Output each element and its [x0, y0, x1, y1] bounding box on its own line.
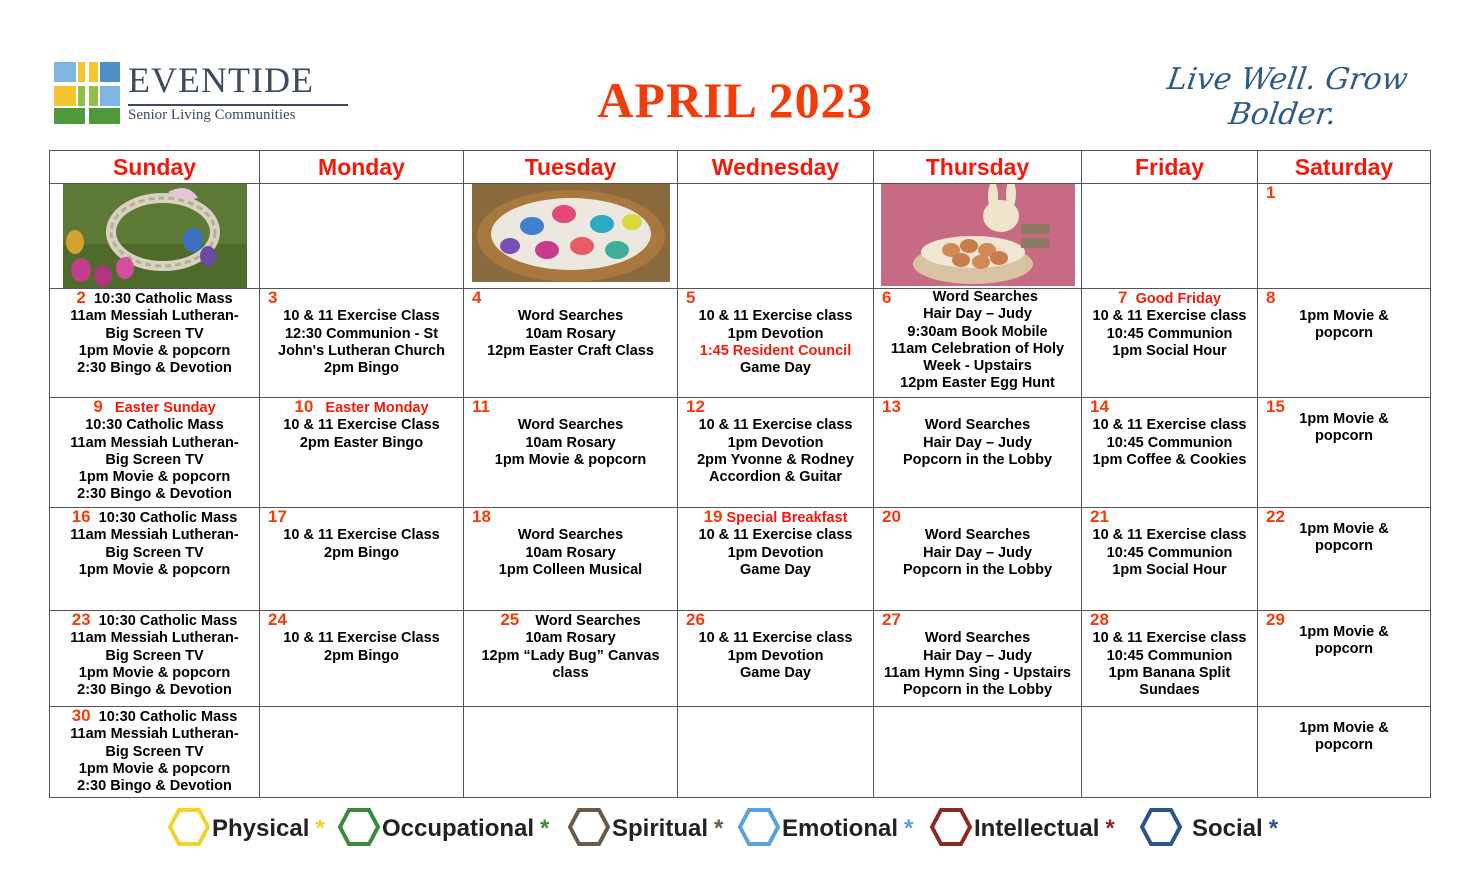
legend-label: Emotional — [782, 815, 899, 842]
day-number: 23 — [71, 610, 91, 629]
wellness-legend — [168, 806, 1308, 850]
event-line: 2:30 Bingo & Devotion — [77, 360, 232, 377]
event-line: Hair Day – Judy — [923, 434, 1032, 451]
event-line: 10am Rosary — [525, 630, 616, 647]
event-line: 1pm Colleen Musical — [498, 561, 643, 578]
event-line: 2:30 Bingo & Devotion — [77, 486, 232, 503]
day-number: 7 — [1118, 288, 1128, 307]
day-cell — [678, 289, 874, 398]
day-number: 15 — [1266, 397, 1285, 416]
hexagon-icon — [1140, 808, 1182, 846]
day-cell — [50, 707, 260, 798]
event-line: 2pm Bingo — [324, 647, 399, 664]
day-header-wednesday: Wednesday — [678, 151, 874, 184]
event-line: 1pm Banana Split — [1108, 664, 1231, 681]
day-number: 27 — [882, 610, 901, 629]
day-cell — [260, 398, 464, 508]
event-line-highlight: 1:45 Resident Council — [699, 342, 852, 359]
event-line: 1pm Devotion — [727, 325, 824, 342]
event-line: class — [552, 664, 589, 681]
hexagon-icon — [568, 808, 610, 846]
legend-label: Physical — [212, 815, 310, 842]
day-cell — [464, 611, 678, 707]
event-line: Hair Day – Judy — [923, 647, 1032, 664]
event-line: popcorn — [1315, 325, 1373, 342]
day-number: 22 — [1266, 507, 1285, 526]
event-line: 10:30 Catholic Mass — [98, 510, 238, 526]
event-line: Game Day — [740, 561, 811, 578]
page-title: APRIL 2023 — [597, 72, 873, 128]
day-cell — [50, 398, 260, 508]
event-line: Accordion & Guitar — [709, 469, 842, 486]
empty-day-cell — [678, 707, 874, 798]
day-cell — [1258, 183, 1431, 342]
event-line: Sundaes — [1139, 682, 1200, 699]
event-line: Big Screen TV — [105, 325, 204, 342]
day-cell — [260, 289, 464, 398]
holiday-label: Good Friday — [1135, 291, 1221, 307]
event-line: 10:30 Catholic Mass — [93, 291, 233, 307]
logo-mark-icon — [52, 60, 122, 126]
event-line: 1pm Movie & — [1299, 411, 1389, 427]
easter-wreath-eggs-image — [63, 184, 247, 288]
event-line: 10:45 Communion — [1106, 434, 1233, 451]
legend-label: Occupational — [382, 815, 535, 842]
legend-label: Social — [1192, 815, 1263, 842]
event-line: 10 & 11 Exercise class — [698, 417, 853, 434]
day-header-tuesday: Tuesday — [464, 151, 678, 184]
day-cell — [464, 398, 678, 508]
event-line: 9:30am Book Mobile — [907, 323, 1048, 340]
week-row — [50, 611, 1431, 707]
day-number: 21 — [1090, 507, 1109, 526]
special-event-label: Special Breakfast — [726, 510, 848, 526]
event-line: 11am Messiah Lutheran- — [70, 434, 239, 451]
event-line: Big Screen TV — [105, 743, 204, 760]
day-cell — [1082, 508, 1258, 611]
day-header-monday: Monday — [260, 151, 464, 184]
event-line: Word Searches — [932, 289, 1038, 305]
event-line: Popcorn in the Lobby — [902, 682, 1053, 699]
day-number: 11 — [472, 397, 490, 416]
event-line: Word Searches — [517, 308, 624, 325]
day-number: 29 — [1266, 610, 1285, 629]
event-line: popcorn — [1315, 737, 1373, 754]
day-cell — [874, 611, 1082, 707]
hexagon-icon — [930, 808, 972, 846]
event-line: 1pm Movie & — [1299, 720, 1389, 736]
event-line: 11am Hymn Sing - Upstairs — [884, 664, 1071, 681]
empty-day-cell — [874, 707, 1082, 798]
empty-day-cell — [1082, 184, 1258, 289]
day-number: 19 — [703, 507, 723, 526]
empty-day-cell — [464, 184, 678, 289]
day-number: 18 — [472, 507, 491, 526]
event-line: 10am Rosary — [525, 325, 616, 342]
event-line: 2pm Yvonne & Rodney — [697, 451, 854, 468]
day-header-friday: Friday — [1082, 151, 1258, 184]
day-cell — [678, 398, 874, 508]
day-cell — [1082, 398, 1258, 508]
easter-egg-basket-image — [472, 184, 670, 282]
day-number: 12 — [686, 397, 705, 416]
event-line: 1pm Devotion — [727, 647, 824, 664]
event-line: 10am Rosary — [525, 434, 616, 451]
empty-day-cell — [874, 184, 1082, 289]
event-line: 1pm Movie & popcorn — [78, 342, 231, 359]
event-line: popcorn — [1315, 538, 1373, 555]
legend-asterisk: * — [714, 815, 724, 842]
day-number: 9 — [93, 397, 103, 416]
event-line: Big Screen TV — [105, 544, 204, 561]
event-line: Word Searches — [924, 417, 1031, 434]
event-line: 2pm Bingo — [324, 544, 399, 561]
event-line: Word Searches — [535, 613, 641, 629]
event-line: 1pm Movie & — [1299, 308, 1389, 324]
event-line: 1pm Movie & popcorn — [494, 451, 647, 468]
calendar-grid — [49, 150, 1431, 798]
event-line: 1pm Movie & popcorn — [78, 469, 231, 486]
day-cell — [260, 508, 464, 611]
hexagon-icon — [338, 808, 380, 846]
event-line: John's Lutheran Church — [278, 342, 445, 359]
day-number: 8 — [1266, 288, 1276, 307]
event-line: Hair Day – Judy — [923, 306, 1032, 323]
week-row — [50, 508, 1431, 611]
week-row — [50, 707, 1431, 798]
legend-asterisk: * — [1105, 815, 1115, 842]
day-number: 13 — [882, 397, 901, 416]
event-line: 10 & 11 Exercise Class — [283, 630, 440, 647]
event-line: popcorn — [1315, 428, 1373, 445]
event-line: 2:30 Bingo & Devotion — [77, 778, 232, 795]
holiday-label: Easter Monday — [325, 400, 429, 416]
event-line: 10 & 11 Exercise Class — [283, 417, 440, 434]
day-number: 20 — [882, 507, 901, 526]
day-cell — [1082, 611, 1258, 707]
event-line: 10:45 Communion — [1106, 544, 1233, 561]
day-number: 1 — [1266, 183, 1276, 202]
day-cell — [1258, 610, 1431, 754]
event-line: Hair Day – Judy — [923, 544, 1032, 561]
event-line: 2pm Bingo — [324, 360, 399, 377]
day-cell — [874, 508, 1082, 611]
day-number: 10 — [294, 397, 314, 416]
event-line: 1pm Movie & popcorn — [78, 760, 231, 777]
day-number: 4 — [472, 288, 482, 307]
day-number: 3 — [268, 288, 278, 307]
event-line: 2:30 Bingo & Devotion — [77, 682, 232, 699]
event-line: 1pm Devotion — [727, 434, 824, 451]
logo-name: EVENTIDE — [128, 60, 314, 100]
day-number: 2 — [76, 288, 86, 307]
weekday-header-row — [50, 151, 1431, 184]
empty-day-cell — [260, 707, 464, 798]
week-row — [50, 289, 1431, 398]
day-cell — [464, 289, 678, 398]
day-cell — [874, 289, 1082, 398]
day-cell — [1082, 289, 1258, 398]
empty-day-cell — [464, 707, 678, 798]
legend-asterisk: * — [540, 815, 550, 842]
event-line: 10:45 Communion — [1106, 647, 1233, 664]
logo-divider — [128, 104, 348, 106]
event-line: 1pm Movie & popcorn — [78, 561, 231, 578]
event-line: 1pm Movie & — [1299, 624, 1389, 640]
event-line: 11am Messiah Lutheran- — [70, 527, 239, 544]
event-line: 10 & 11 Exercise class — [698, 630, 853, 647]
event-line: Game Day — [740, 664, 811, 681]
event-line: Game Day — [740, 360, 811, 377]
week-row — [50, 184, 1431, 289]
day-header-sunday: Sunday — [50, 151, 260, 184]
event-line: 1pm Movie & — [1299, 521, 1389, 537]
hexagon-icon — [168, 808, 210, 846]
event-line: 11am Messiah Lutheran- — [70, 308, 239, 325]
event-line: Word Searches — [517, 417, 624, 434]
event-line: Big Screen TV — [105, 451, 204, 468]
legend-asterisk: * — [315, 815, 325, 842]
event-line: 10 & 11 Exercise Class — [283, 308, 440, 325]
day-cell — [678, 508, 874, 611]
event-line: 10:30 Catholic Mass — [85, 417, 224, 434]
event-line: Popcorn in the Lobby — [902, 451, 1053, 468]
day-cell — [50, 289, 260, 398]
tagline: Live Well. Grow Bolder. — [1164, 62, 1411, 132]
event-line: popcorn — [1315, 641, 1373, 658]
event-line: Big Screen TV — [105, 647, 204, 664]
legend-asterisk: * — [904, 815, 914, 842]
event-line: 10 & 11 Exercise class — [1092, 308, 1247, 325]
day-number: 26 — [686, 610, 705, 629]
event-line: Word Searches — [924, 630, 1031, 647]
event-line: Popcorn in the Lobby — [902, 561, 1053, 578]
legend-label: Intellectual — [974, 815, 1100, 842]
day-number: 6 — [882, 288, 892, 307]
day-number: 5 — [686, 288, 696, 307]
event-line: 12pm Easter Craft Class — [487, 342, 654, 359]
legend-asterisk: * — [1268, 815, 1279, 842]
event-line: 1pm Movie & popcorn — [78, 664, 231, 681]
event-line: 10 & 11 Exercise class — [1092, 417, 1247, 434]
event-line: 10am Rosary — [525, 544, 616, 561]
eventide-logo — [52, 58, 352, 128]
logo-subtitle: Senior Living Communities — [128, 107, 296, 123]
day-header-thursday: Thursday — [874, 151, 1082, 184]
event-line: 11am Messiah Lutheran- — [70, 726, 239, 743]
event-line: Word Searches — [924, 527, 1031, 544]
event-line: Word Searches — [517, 527, 624, 544]
day-number: 24 — [268, 610, 287, 629]
day-cell — [678, 611, 874, 707]
event-line: 12pm Easter Egg Hunt — [900, 375, 1055, 392]
event-line: 11am Messiah Lutheran- — [70, 630, 239, 647]
event-line: 1pm Devotion — [727, 544, 824, 561]
day-cell — [50, 611, 260, 707]
event-line: 1pm Social Hour — [1112, 561, 1227, 578]
legend-label: Spiritual — [612, 815, 709, 842]
event-line: 10 & 11 Exercise Class — [283, 527, 440, 544]
day-cell — [50, 508, 260, 611]
event-line: 1pm Social Hour — [1112, 342, 1227, 359]
empty-day-cell — [50, 184, 260, 289]
event-line: 1pm Coffee & Cookies — [1092, 451, 1247, 468]
hexagon-icon — [738, 808, 780, 846]
event-line: 10 & 11 Exercise class — [1092, 630, 1247, 647]
event-line: 12:30 Communion - St — [284, 325, 439, 342]
day-number: 25 — [500, 610, 520, 629]
day-number: 17 — [268, 507, 287, 526]
empty-day-cell — [260, 184, 464, 289]
day-number: 28 — [1090, 610, 1109, 629]
holiday-label: Easter Sunday — [114, 400, 216, 416]
day-header-saturday: Saturday — [1258, 151, 1431, 184]
event-line: 2pm Easter Bingo — [299, 434, 424, 451]
day-cell — [874, 398, 1082, 508]
day-number: 30 — [71, 706, 91, 725]
week-row — [50, 398, 1431, 508]
event-line: 12pm “Lady Bug” Canvas — [481, 647, 660, 664]
day-cell — [260, 611, 464, 707]
event-line: 10 & 11 Exercise class — [1092, 527, 1247, 544]
day-cell — [464, 508, 678, 611]
day-number: 14 — [1090, 397, 1109, 416]
bunny-egg-basket-image — [881, 184, 1075, 286]
empty-day-cell — [1082, 707, 1258, 798]
event-line: 10:30 Catholic Mass — [98, 709, 238, 725]
event-line: 10:45 Communion — [1106, 325, 1233, 342]
event-line: 10:30 Catholic Mass — [98, 613, 238, 629]
event-line: 10 & 11 Exercise class — [698, 527, 853, 544]
day-number: 16 — [71, 507, 91, 526]
event-line: Week - Upstairs — [923, 358, 1032, 375]
empty-day-cell — [678, 184, 874, 289]
event-line: 10 & 11 Exercise class — [698, 308, 853, 325]
event-line: 11am Celebration of Holy — [890, 340, 1065, 357]
